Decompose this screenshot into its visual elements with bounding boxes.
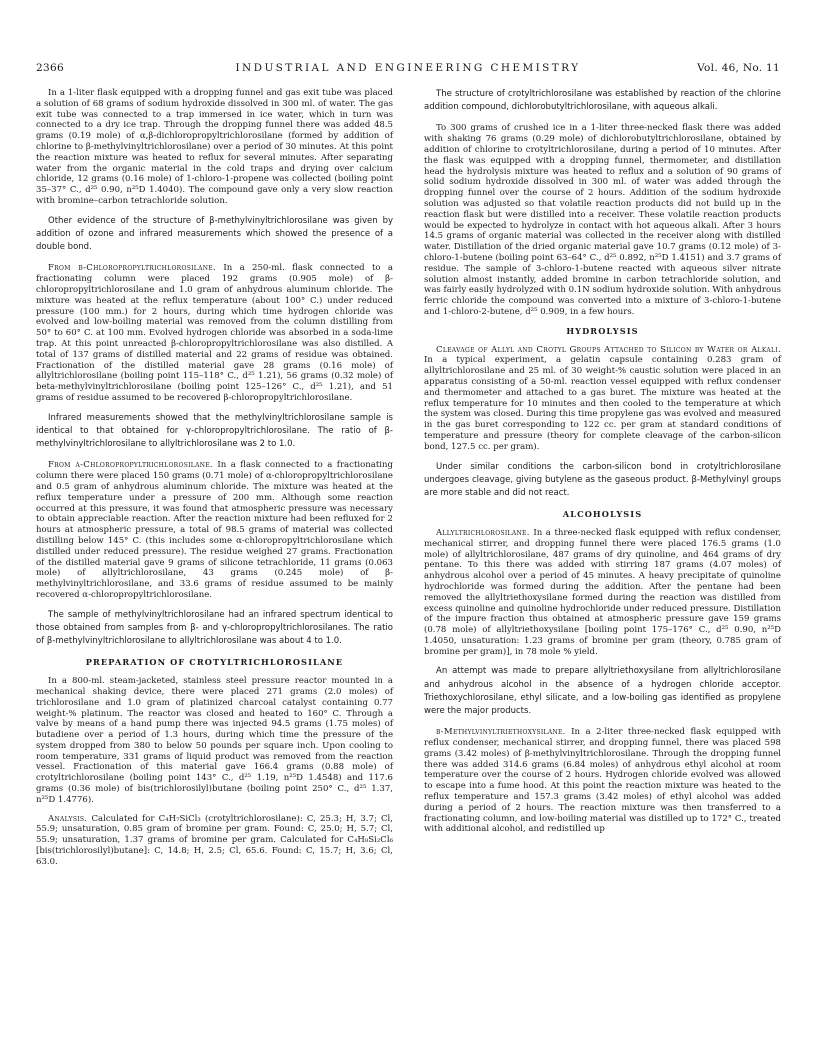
left-column (36, 88, 393, 876)
volume-issue: Vol. 46, No. 11 (697, 62, 780, 74)
paragraph-body: In a typical experiment, a gelatin capsule containing 0.283 gram of allyltrichlorosilane and 25 ml. of 30 weight-% caustic solution were placed in an apparatus consisting of a 50-ml. reaction vessel equipped with reflux condenser and thermometer and attached to a gas buret. The mixture was heated at the reflux temperature for 10 minutes and then cooled to the temperature at which the system was closed. During this time propylene gas was evolved and measured in the gas buret corresponding to 122 cc. per gram at standard conditions of temperature and pressure (theory for complete cleavage of the carbon-silicon bond, 127.5 cc. per gram). (424, 355, 781, 452)
paragraph (424, 345, 781, 453)
section-heading: HYDROLYSIS (566, 325, 639, 336)
paragraph-body: In a three-necked flask equipped with reflux condenser, mechanical stirrer, and dropping funnel there were placed 176.5 grams (1.0 mole) of allyltrichlorosilane, 487 grams of dry quinoline, and 464 grams of dry pentane. To this there was added with stirring 187 grams (4.07 moles) of anhydrous alcohol over a period of 45 minutes. A heavy precipitate of quinoline hydrochloride was formed during the addition. After the pentane had been removed the allyltriethoxysilane formed during the reaction was distilled from excess quinoline and quinoline hydrochloride under reduced pressure. Distillation of the impure fraction thus obtained at atmospheric pressure gave 159 grams (0.78 mole) of allyltriethoxysilane [boiling point 175–176° C., d²⁵ 0.90, n²⁵D 1.4050, unsaturation: 1.23 grams of bromine per gram (theory, 0.785 gram of bromine per gram)], in 78 mole % yield. (424, 527, 781, 657)
paragraph (424, 727, 781, 835)
section-heading: PREPARATION OF CROTYLTRICHLOROSILANE (85, 657, 344, 668)
page-header (36, 62, 780, 76)
paragraph: The sample of methylvinyltrichlorosilane had an infrared spectrum identical to those obtained from samples from β- and γ-chloropropyltrichlorosilanes. The ratio of β-methylvinyltrichlorosilane to allyltrichlorosilane was about 4 to 1.0. (36, 609, 393, 647)
paragraph: Other evidence of the structure of β-methylvinyltrichlorosilane was given by addition of ozone and infrared measurements which showed the presence of a double bond. (36, 215, 393, 253)
paragraph: To 300 grams of crushed ice in a 1-liter three-necked flask there was added with shaking 76 grams (0.29 mole) of dichlorobutyltrichlorosilane, obtained by addition of chlorine to crotyltrichlorosilane, during a period of 10 minutes. After the flask was equipped with a dropping funnel, thermometer, and distillation head the hydrolysis mixture was heated to reflux and a solution of 90 grams of solid sodium hydroxide dissolved in 300 ml. of water was added through the dropping funnel over the course of 2 hours. Addition of the sodium hydroxide solution was adjusted so that volatile reaction products did not build up in the reaction flask but were distilled into a receiver. These volatile reaction products would be expected to hydrolyze in contact with hot aqueous alkali. After 3 hours 14.5 grams of organic material was collected in the receiver along with distilled water. Distillation of the dried organic material gave 10.7 grams (0.12 mole) of 3-chloro-1-butene (boiling point 63–64° C., d²⁵ 0.892, n²⁵D 1.4151) and 3.7 grams of residue. The sample of 3-chloro-1-butene reacted with aqueous silver nitrate solution almost instantly, added bromine in carbon tetrachloride solution, and was fairly easily hydrolyzed with 0.1N sodium hydroxide solution. With anhydrous ferric chloride the compound was converted into a mixture of 3-chloro-1-butene and 1-chloro-2-butene, d²⁵ 0.909, in a few hours. (424, 123, 781, 317)
paragraph (36, 814, 393, 868)
section-heading: ALCOHOLYSIS (562, 509, 643, 520)
paragraph-lead: Analysis. (48, 813, 88, 824)
paragraph: An attempt was made to prepare allyltriethoxysilane from allyltrichlorosilane and anhydrous alcohol in the absence of a hydrogen chloride acceptor. Triethoxychlorosilane, ethyl silicate, and a low-boiling gas identified as propylene were the major products. (424, 666, 781, 717)
paragraph-body: Calculated for C₄H₇SiCl₃ (crotyltrichlorosilane): C, 25.3; H, 3.7; Cl, 55.9; unsaturation, 0.85 gram of bromine per gram. Found: C, 25.0; H, 5.7; Cl, 55.9; unsaturation, 1.37 grams of bromine per gram. Calculated for C₄H₈Si₂Cl₆ [bis(trichlorosilyl)butane]: C, 14.8; H, 2.5; Cl, 65.6. Found: C, 15.7; H, 3.6; Cl, 63.0. (36, 813, 393, 867)
paragraph-lead: β-Methylvinyltriethoxysilane. (436, 727, 566, 738)
paragraph-lead: From α-Chloropropyltrichlorosilane. (48, 460, 213, 471)
paragraph: Under similar conditions the carbon-silicon bond in crotyltrichlorosilane undergoes cleavage, giving butylene as the gaseous product. β-Methylvinyl groups are more stable and did not react. (424, 461, 781, 498)
paragraph (36, 460, 393, 600)
paragraph-lead: Cleavage of Allyl and Crotyl Groups Attached to Silicon by Water or Alkali. (436, 344, 781, 355)
paragraph-lead: Allyltrichlorosilane. (436, 527, 530, 538)
paragraph-body: In a 250-ml. flask connected to a fractionating column were placed 192 grams (0.905 mole) of β-chloropropyltrichlorosilane and 1.0 gram of anhydrous aluminum chloride. The mixture was heated at the reflux temperature (about 100° C.) under reduced pressure (100 mm.) for 2 hours, during which time hydrogen chloride was evolved and low-boiling material was removed from the column distilling from 50° to 60° C. at 100 mm. Evolved hydrogen chloride was absorbed in a soda-lime trap. At this point unreacted β-chloropropyltrichlorosilane was also distilled. A total of 137 grams of distilled material and 22 grams of residue was obtained. Fractionation of the distilled material gave 28 grams (0.16 mole) of allyltrichlorosilane (boiling point 115–118° C., d²⁵ 1.21), 56 grams (0.32 mole) of beta-methylvinyltrichlorosilane (boiling point 125–126° C., d²⁵ 1.21), and 51 grams of residue assumed to be recovered β-chloropropyltrichlorosilane. (36, 263, 394, 403)
paragraph-lead: From β-Chloropropyltrichlorosilane. (48, 263, 216, 274)
paragraph: Infrared measurements showed that the methylvinyltrichlorosilane sample is identical to that obtained for γ-chloropropyltrichlorosilane. The ratio of β-methylvinyltrichlorosilane to allyltrichlorosilane was 2 to 1.0. (36, 412, 393, 450)
page-number: 2366 (36, 62, 64, 74)
paragraph: In a 1-liter flask equipped with a dropping funnel and gas exit tube was placed a solution of 68 grams of sodium hydroxide dissolved in 300 ml. of water. The gas exit tube was connected to a trap immersed in ice water, which in turn was connected to a dry ice trap. Through the dropping funnel there was added 48.5 grams (0.19 mole) of α,β-dichloropropyltrichlorosilane (formed by addition of chlorine to β-methylvinyltrichlorosilane) over a period of 30 minutes. At this point the reaction mixture was heated to reflux for several minutes. After separating water from the organic material in the cold traps and drying over calcium chloride, 12 grams (0.16 mole) of 1-chloro-1-propene was collected (boiling point 35–37° C., d²⁵ 0.90, n²⁵D 1.4040). The compound gave only a very slow reaction with bromine–carbon tetrachloride solution. (36, 88, 393, 206)
paragraph-body: In a 2-liter three-necked flask equipped with reflux condenser, mechanical stirrer, and dropping funnel, there was placed 598 grams (3.42 moles) of β-methylvinyltrichlorosilane. Through the dropping funnel there was added 314.6 grams (6.84 moles) of anhydrous ethyl alcohol at room temperature over the course of 2 hours. Hydrogen chloride evolved was allowed to escape into a fume hood. At this point the reaction mixture was heated to the reflux temperature and 157.3 grams (3.42 moles) of ethyl alcohol was added during a period of 2 hours. The reaction mixture was then transferred to a fractionating column, and low-boiling material was distilled up to 172° C., treated with additional alcohol, and redistilled up (424, 727, 781, 835)
paragraph (36, 263, 393, 403)
paragraph (424, 528, 781, 658)
paragraph: The structure of crotyltrichlorosilane was established by reaction of the chlorine addition compound, dichlorobutyltrichlorosilane, with aqueous alkali. (424, 89, 781, 113)
right-column (424, 88, 781, 843)
paragraph: In a 800-ml. steam-jacketed, stainless steel pressure reactor mounted in a mechanical shaking device, there were placed 271 grams (2.0 moles) of trichlorosilane and 1.0 gram of platinized charcoal catalyst containing 0.77 weight-% platinum. The reactor was closed and heated to 160° C. Through a valve by means of a hand pump there was injected 94.5 grams (1.75 moles) of butadiene over a period of 1.3 hours, during which time the pressure of the system dropped from 380 to below 50 pounds per square inch. Upon cooling to room temperature, 331 grams of liquid product was removed from the reaction vessel. Fractionation of this material gave 166.4 grams (0.88 mole) of crotyltrichlorosilane (boiling point 143° C., d²⁵ 1.19, n²⁵D 1.4548) and 117.6 grams (0.36 mole) of bis(trichlorosilyl)butane (boiling point 250° C., d²⁵ 1.37, n²⁵D 1.4776). (36, 676, 393, 805)
paragraph-body: In a flask connected to a fractionating column there were placed 150 grams (0.71 mole) of α-chloropropyltrichlorosilane and 0.5 gram of anhydrous aluminum chloride. The mixture was heated at the reflux temperature under a pressure of 200 mm. Although some reaction occurred at this pressure, it was found that atmospheric pressure was necessary to obtain appreciable reaction. After the reaction mixture had been refluxed for 2 hours at atmospheric pressure, a total of 98.5 grams of material was collected distilling below 145° C. (this includes some α-chloropropyltrichlorosilane which distilled under reduced pressure). The residue weighed 27 grams. Fractionation of the distilled material gave 9 grams of silicone tetrachloride, 11 grams (0.063 mole) of allyltrichlorosilane, 43 grams (0.245 mole) of β-methylvinyltrichlorosilane, and 33.6 grams of residue assumed to be mainly recovered α-chloropropyltrichlorosilane. (36, 460, 393, 600)
journal-title: INDUSTRIAL AND ENGINEERING CHEMISTRY (235, 62, 581, 74)
